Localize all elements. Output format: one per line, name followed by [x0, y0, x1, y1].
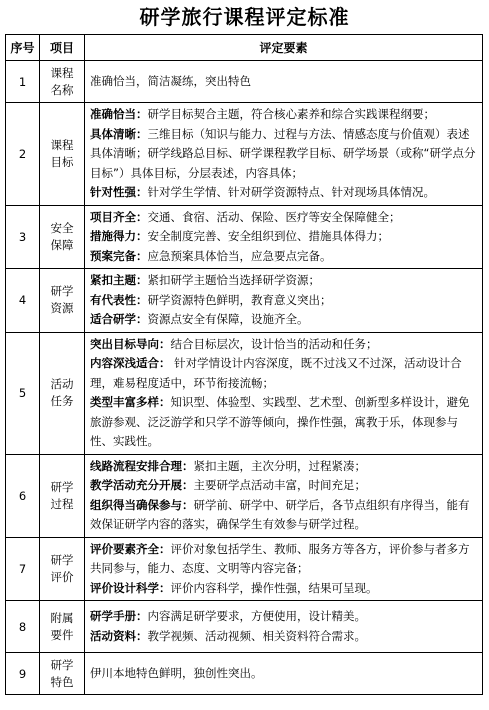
row-item-text: 名称	[50, 82, 74, 97]
requirement-text: 安全制度完善、安全组织到位、措施具体得力；	[147, 229, 389, 243]
requirement-text: 结合目标层次，设计恰当的活动和任务；	[170, 336, 378, 351]
requirement-line	[90, 247, 477, 267]
requirement-label: 内容深浅适合：	[90, 356, 171, 370]
row-requirements	[85, 454, 483, 537]
requirement-text: 三维目标（知识与能力、过程与方法、情感态度与价值观）表述具体清晰；研学线路总目标、研学课程教学目标、研学场景（或称“研学点分目标”）具体目标，分层表述，内容具体；	[90, 126, 476, 180]
requirement-line	[90, 335, 477, 355]
requirement-line	[90, 105, 477, 125]
row-item-text: 评价	[50, 569, 74, 584]
requirement-line	[90, 291, 477, 311]
requirement-label: 活动资料：	[90, 628, 148, 643]
requirement-text: 评价对象包括学生、教师、服务方等各方，评价参与者多方共同参与，能力、态度、文明等内容完备；	[90, 541, 470, 575]
requirement-label: 组织得当确保参与：	[90, 497, 194, 512]
requirement-text: 教学视频、活动视频、相关资料符合需求。	[147, 628, 366, 643]
requirement-text: 紧扣研学主题恰当选择研学资源；	[147, 273, 320, 287]
row-item-text: 活动	[50, 377, 74, 391]
row-requirements	[85, 205, 483, 269]
row-requirements	[85, 332, 483, 454]
table-row	[6, 61, 483, 103]
row-item-text: 课程	[50, 137, 74, 152]
row-item-text: 特色	[50, 674, 74, 689]
row-item-text: 目标	[50, 154, 74, 169]
row-number: 2	[6, 103, 40, 206]
requirement-line	[90, 540, 477, 579]
requirement-line	[90, 607, 477, 627]
row-item-text: 研学	[50, 479, 74, 494]
row-number: 6	[6, 454, 40, 537]
requirement-label: 具体清晰：	[90, 126, 148, 141]
requirement-label: 措施得力：	[90, 229, 148, 243]
requirement-label: 适合研学：	[90, 312, 148, 326]
row-number: 8	[6, 601, 40, 653]
requirement-line	[90, 627, 477, 647]
table-header-row	[6, 35, 483, 61]
requirement-label: 教学活动充分开展：	[90, 478, 194, 492]
requirement-text: 研学资源特色鲜明，教育意义突出；	[147, 292, 332, 307]
requirement-line	[90, 457, 477, 477]
requirement-text: 应急预案具体恰当，应急要点完备。	[147, 248, 332, 263]
requirement-label: 研学手册：	[90, 609, 148, 623]
requirement-line	[90, 354, 477, 393]
table-row	[6, 332, 483, 454]
row-number: 9	[6, 653, 40, 695]
page-title: 研学旅行课程评定标准	[139, 5, 350, 29]
row-requirements	[85, 103, 483, 206]
criteria-table	[5, 34, 483, 695]
requirement-label: 突出目标导向：	[90, 336, 171, 351]
row-item	[40, 332, 85, 454]
requirement-text: 评价内容科学，操作性强，结果可呈现。	[170, 580, 378, 595]
requirement-line	[90, 476, 477, 496]
row-item-text: 附属	[50, 610, 74, 625]
requirement-line	[90, 496, 477, 535]
row-item	[40, 537, 85, 601]
requirement-text: 研学目标契合主题，符合核心素养和综合实践课程纲要；	[147, 107, 435, 121]
requirement-label: 有代表性：	[90, 292, 148, 307]
requirement-text: 伊川本地特色鲜明，独创性突出。	[90, 665, 263, 680]
header-no: 序号	[6, 35, 40, 61]
row-item	[40, 61, 85, 103]
table-row	[6, 103, 483, 206]
row-item	[40, 269, 85, 333]
table-row	[6, 653, 483, 695]
requirement-line	[90, 310, 477, 330]
requirement-label: 项目齐全：	[90, 209, 148, 224]
header-requirements: 评定要素	[85, 35, 483, 61]
row-number: 1	[6, 61, 40, 103]
row-item-text: 资源	[50, 301, 74, 316]
requirement-label: 类型丰富多样：	[90, 395, 171, 409]
requirement-text: 主要研学点活动丰富，时间充足；	[193, 478, 366, 492]
row-item-text: 研学	[50, 284, 74, 299]
requirement-line	[90, 227, 477, 247]
requirement-label: 线路流程安排合理：	[90, 458, 194, 473]
table-row	[6, 205, 483, 269]
requirement-label: 预案完备：	[90, 248, 148, 263]
row-item	[40, 103, 85, 206]
row-item-text: 安全	[50, 220, 74, 235]
table-row	[6, 454, 483, 537]
row-item-text: 保障	[50, 237, 74, 252]
requirement-text: 内容满足研学要求，方便使用，设计精美。	[147, 609, 366, 623]
table-row	[6, 537, 483, 601]
requirement-label: 评价要素齐全：	[90, 541, 171, 556]
row-item	[40, 454, 85, 537]
requirement-line	[90, 125, 477, 184]
row-requirements	[85, 601, 483, 653]
table-row	[6, 601, 483, 653]
row-requirements	[85, 61, 483, 103]
row-item	[40, 653, 85, 695]
header-item: 项目	[40, 35, 85, 61]
requirement-label: 紧扣主题：	[90, 273, 148, 287]
requirement-label: 评价设计科学：	[90, 580, 171, 595]
requirement-line	[90, 183, 477, 203]
requirement-text: 资源点安全有保障，设施齐全。	[147, 312, 309, 326]
requirement-line	[90, 579, 477, 599]
row-requirements	[85, 537, 483, 601]
row-number: 3	[6, 205, 40, 269]
row-item-text: 研学	[50, 552, 74, 567]
requirement-line	[90, 664, 477, 684]
row-item-text: 研学	[50, 657, 74, 672]
requirement-label: 准确恰当：	[90, 107, 148, 121]
row-number: 4	[6, 269, 40, 333]
table-row	[6, 269, 483, 333]
requirement-line	[90, 208, 477, 228]
requirement-line	[90, 393, 477, 452]
requirement-text: 准确恰当，简洁凝练，突出特色	[90, 73, 251, 88]
requirement-text: 研学前、研学中、研学后，各节点组织有序得当，能有效保证研学内容的落实，确保学生有效参与研学过程。	[90, 497, 470, 531]
requirement-label: 针对性强：	[90, 185, 148, 199]
requirement-text: 针对学生学情、针对研学资源特点、针对现场具体情况。	[147, 185, 435, 199]
row-requirements	[85, 269, 483, 333]
row-item-text: 过程	[50, 496, 74, 511]
row-number: 7	[6, 537, 40, 601]
row-number: 5	[6, 332, 40, 454]
row-item-text: 任务	[50, 394, 74, 408]
requirement-text: 紧扣主题，主次分明，过程紧凑；	[193, 458, 366, 473]
requirement-line	[90, 271, 477, 291]
row-item	[40, 205, 85, 269]
row-item	[40, 601, 85, 653]
requirement-text: 交通、食宿、活动、保险、医疗等安全保障健全；	[147, 209, 401, 224]
requirement-text: 针对学情设计内容深度，既不过浅又不过深，活动设计合理，难易程度适中，环节衔接流畅；	[90, 356, 462, 390]
row-item-text: 课程	[50, 65, 74, 80]
row-requirements	[85, 653, 483, 695]
row-item-text: 要件	[50, 627, 74, 642]
requirement-line	[90, 72, 477, 92]
requirement-text: 知识型、体验型、实践型、艺术型、创新型多样设计，避免旅游参观、泛泛游学和只学不游等倾向，操作性强，寓教于乐，体现参与性、实践性。	[90, 395, 470, 448]
